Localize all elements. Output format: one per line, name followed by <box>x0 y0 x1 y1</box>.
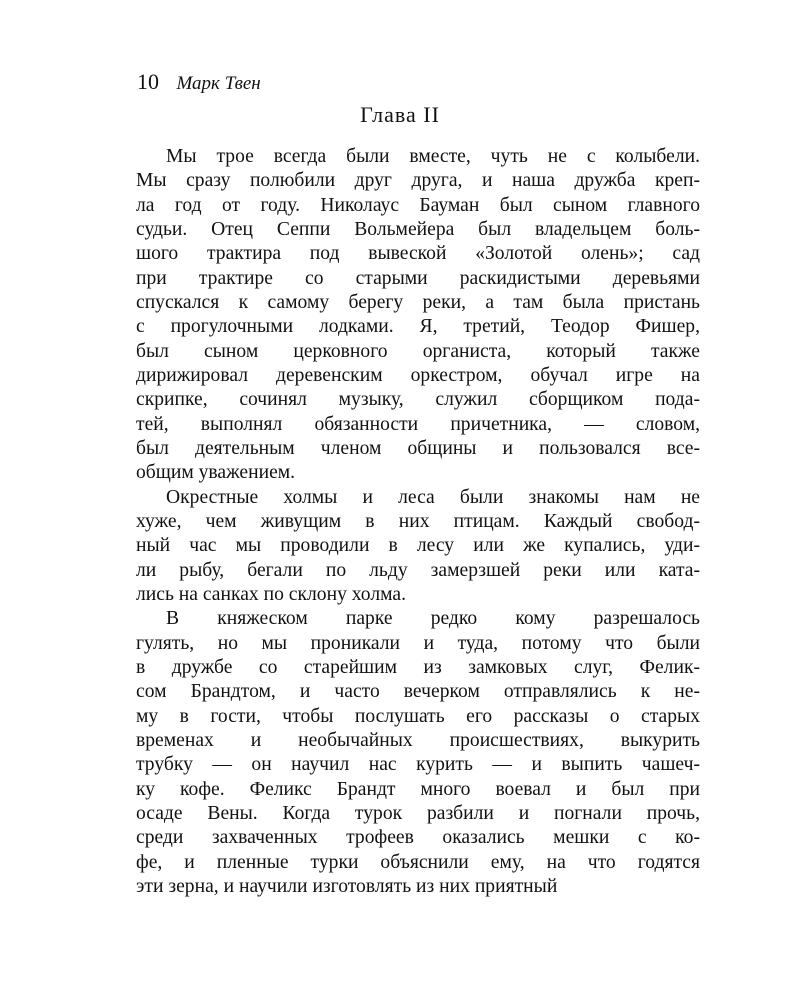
paragraph-3-line: В княжеском парке редко кому разрешалось <box>166 608 700 630</box>
page-number: 10 <box>137 69 159 94</box>
paragraph-3-line: осаде Вены. Когда турок разбили и погнали прочь, <box>136 802 700 824</box>
paragraph-1-line: ла год от году. Николаус Бауман был сыном главного <box>136 194 700 216</box>
paragraph-3-line: сом Брандтом, и часто вечерком отправлялись к не- <box>136 681 700 703</box>
paragraph-3-line: в дружбе со старейшим из замковых слуг, Фелик- <box>136 656 700 678</box>
paragraph-1-line: был сыном церковного органиста, который также <box>136 340 700 362</box>
paragraph-1-line: с прогулочными лодками. Я, третий, Теодор Фишер, <box>136 316 700 338</box>
paragraph-1-line: скрипке, сочинял музыку, служил сборщиком пода- <box>136 389 700 411</box>
paragraph-3-line: фе, и пленные турки объяснили ему, на что годятся <box>136 851 700 873</box>
paragraph-3-line: эти зерна, и научили изготовлять из них приятный <box>136 875 558 897</box>
paragraph-1-line: при трактире со старыми раскидистыми деревьями <box>136 267 700 289</box>
running-title: Марк Твен <box>176 73 261 94</box>
paragraph-3-line: ку кофе. Феликс Брандт много воевал и был при <box>136 778 700 800</box>
paragraph-3-line: среди захваченных трофеев оказались мешки с ко- <box>136 827 700 849</box>
paragraph-3-line: трубку — он научил нас курить — и выпить чашеч- <box>136 754 700 776</box>
paragraph-1-line: спускался к самому берегу реки, а там была пристань <box>136 291 700 313</box>
paragraph-1-line: шого трактира под вывеской «Золотой олень»; сад <box>136 243 700 265</box>
paragraph-2-line: лись на санках по склону холма. <box>136 583 406 605</box>
paragraph-1-line: дирижировал деревенским оркестром, обучал игре на <box>136 364 700 386</box>
paragraph-3-line: му в гости, чтобы послушать его рассказы о старых <box>136 705 700 727</box>
paragraph-1-line: тей, выполнял обязанности причетника, — словом, <box>136 413 700 435</box>
paragraph-2-line: Окрестные холмы и леса были знакомы нам не <box>166 486 700 508</box>
paragraph-1-line: Мы сразу полюбили друг друга, и наша дружба креп- <box>136 170 700 192</box>
paragraph-1-line: был деятельным членом общины и пользовался все- <box>136 437 700 459</box>
paragraph-2-line: ный час мы проводили в лесу или же купались, уди- <box>136 535 700 557</box>
body-text <box>136 145 700 899</box>
paragraph-3-line: временах и необычайных происшествиях, выкурить <box>136 729 700 751</box>
paragraph-2-line: ли рыбу, бегали по льду замерзшей реки или ката- <box>136 559 700 581</box>
running-header <box>137 68 261 98</box>
paragraph-1-line: судьи. Отец Сеппи Вольмейера был владельцем боль- <box>136 218 700 240</box>
paragraph-1-line: Мы трое всегда были вместе, чуть не с колыбели. <box>166 146 700 167</box>
paragraph-3-line: гулять, но мы проникали и туда, потому что были <box>136 632 700 654</box>
paragraph-1-line: общим уважением. <box>136 462 296 484</box>
chapter-title: Глава II <box>360 102 440 127</box>
paragraph-2-line: хуже, чем живущим в них птицам. Каждый свобод- <box>136 510 700 532</box>
